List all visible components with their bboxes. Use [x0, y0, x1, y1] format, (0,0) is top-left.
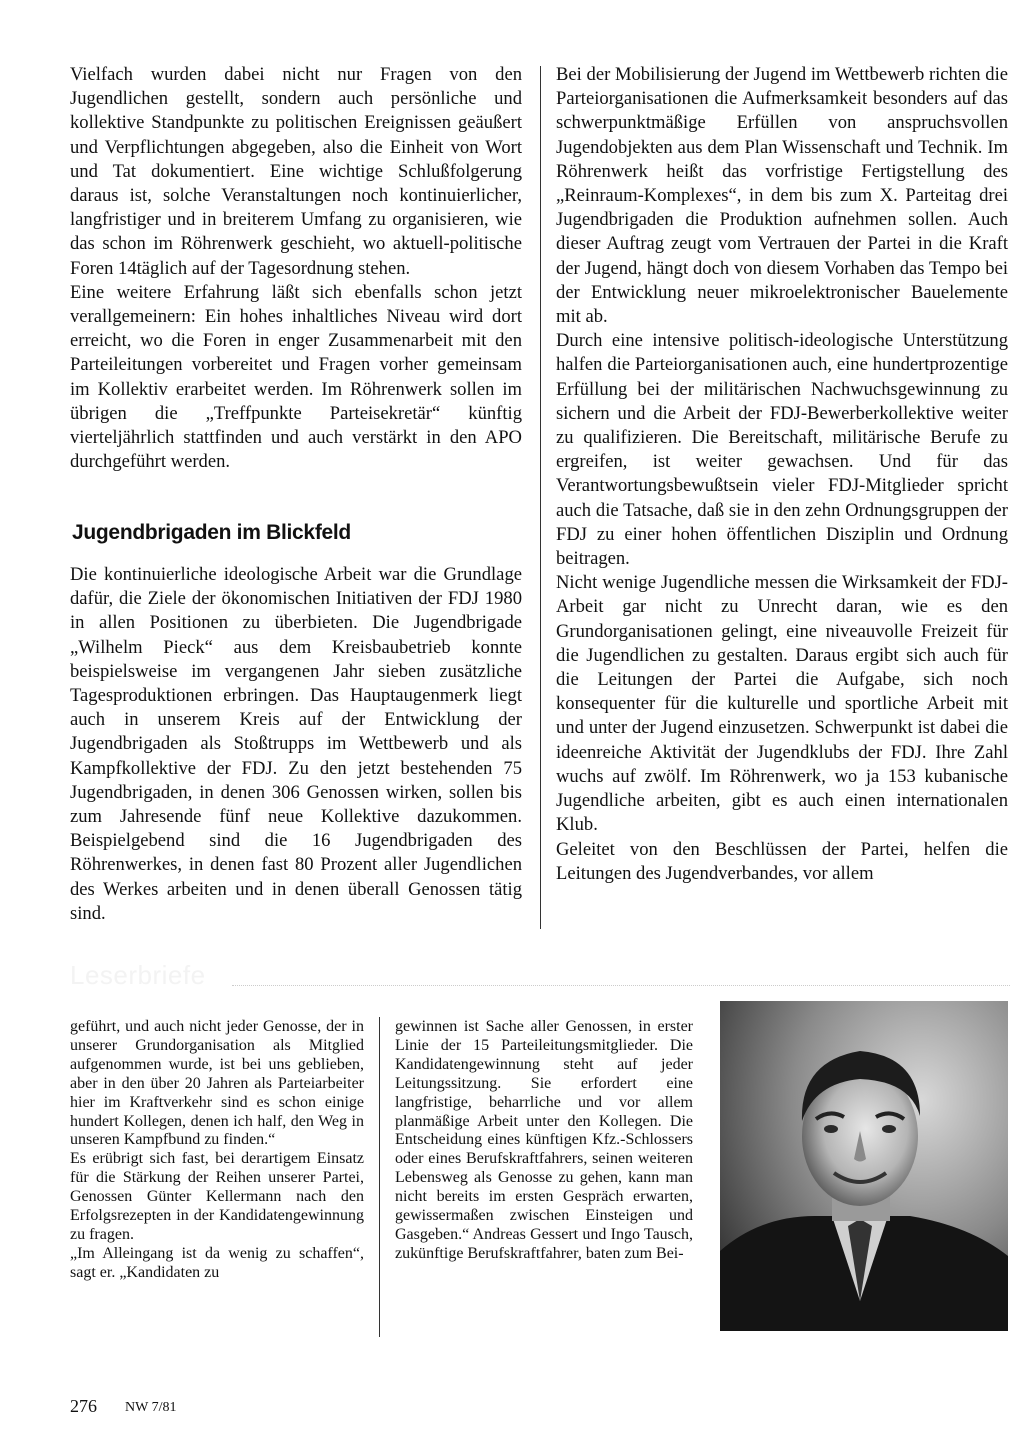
section-heading: Jugendbrigaden im Blickfeld	[72, 521, 351, 544]
section-divider-line	[232, 985, 1010, 986]
article-column-right	[556, 63, 1008, 886]
paragraph: Es erübrigt sich fast, bei derartigem Einsatz für die Stärkung der Reihen unserer Partei, Genossen Günter Kellermann nach den Erfolgsrezepten in der Kandidatengewinnung zu fragen.	[70, 1150, 364, 1243]
portrait-photo	[720, 1001, 1008, 1331]
paragraph: Geleitet von den Beschlüssen der Partei, helfen die Leitungen des Jugendverbandes, vor allem	[556, 838, 1008, 884]
column-divider	[540, 66, 541, 929]
paragraph: geführt, und auch nicht jeder Genosse, der in unserer Grundorganisation als Mitglied aufgenommen wurde, ist bei uns geblieben, aber in den über 20 Jahren als Parteiarbeiter hier im Kraftverkehr sind es schon einige hundert Kollegen, denen ich half, den Weg in unseren Kampfbund zu finden.“	[70, 1018, 364, 1149]
paragraph: „Im Alleingang ist da wenig zu schaffen“, sagt er. „Kandidaten zu	[70, 1244, 364, 1281]
paragraph: Bei der Mobilisierung der Jugend im Wettbewerb richten die Parteiorganisationen die Aufmerksamkeit besonders auf das schwerpunktmäßige Erfüllen von anspruchsvollen Jugendobjekten aus dem Plan Wissenschaft und Technik. Im Röhrenwerk heißt das vorfristige Fertigstellung des „Reinraum-Komplexes“, in dem bis zum X. Parteitag drei Jugendbrigaden die Produktion aufnehmen sollen. Auch dieser Auftrag zeugt vom Vertrauen der Partei in die Kraft der Jugend, hängt doch von diesem Vorhaben das Tempo bei der Entwicklung neuer mikroelektronischer Bauelemente mit ab.	[556, 64, 1008, 328]
paragraph: Durch eine intensive politisch-ideologische Unterstützung halfen die Parteiorganisationen auch, eine hundertprozentige Erfüllung bei der militärischen Nachwuchsgewinnung zu sichern und die Arbeit der FDJ-Bewerberkollektive weiter zu qualifizieren. Die Bereitschaft, militärische Berufe zu ergreifen, ist weiter gewachsen. Und für das Verantwortungsbewußtsein vieler FDJ-Mitglieder spricht auch die Tatsache, daß sie in den zehn Ordnungsgruppen der FDJ zu einer hohen öffentlichen Disziplin und Ordnung beitragen.	[556, 330, 1008, 570]
article-column-left-bottom	[70, 563, 522, 926]
page-number: 276	[70, 1396, 97, 1416]
paragraph: Die kontinuierliche ideologische Arbeit war die Grundlage dafür, die Ziele der ökonomischen Initiativen der FDJ 1980 in allen Positionen zu überbieten. Die Jugendbrigade „Wilhelm Pieck“ aus dem Kreisbaubetrieb konnte beispielsweise im vergangenen Jahr sieben zusätzliche Tagesproduktionen erbringen. Das Hauptaugenmerk liegt auch in unserem Kreis auf der Entwicklung der Jugendbrigaden als Stoßtrupps im Wettbewerb und als Kampfkollektive der FDJ. Zu den jetzt bestehenden 75 Jugendbrigaden, in denen 306 Genossen wirken, sollen bis zum Jahresende fünf neue Kollektive dazukommen. Beispielgebend sind die 16 Jugendbrigaden des Röhrenwerkes, in denen fast 80 Prozent aller Jugendlichen des Werkes arbeiten und in denen überall Genossen tätig sind.	[70, 564, 522, 924]
letters-section-label: Leserbriefe	[70, 960, 206, 990]
column-divider	[379, 1017, 380, 1337]
letters-column-2	[395, 1018, 693, 1264]
article-column-left-top	[70, 63, 522, 474]
portrait-illustration	[720, 1001, 1008, 1331]
paragraph: Eine weitere Erfahrung läßt sich ebenfalls schon jetzt verallgemeinern: Ein hohes inhaltliches Niveau wird dort erreicht, wo die Foren in enger Zusammenarbeit mit den Parteileitungen vorbereitet und Fragen vorher gemeinsam im Kollektiv erarbeitet werden. Im Röhrenwerk sollen im übrigen die „Treffpunkte Parteisekretär“ künftig vierteljährlich stattfinden und auch verstärkt in den APO durchgeführt werden.	[70, 281, 522, 473]
letters-column-1	[70, 1018, 364, 1283]
paragraph: gewinnen ist Sache aller Genossen, in erster Linie der 15 Parteileitungsmitglieder. Die Kandidatengewinnung steht auf jeder Leitungssitzung. Sie erfordert eine langfristige, beharrliche und vor allem planmäßige Arbeit unter den Kollegen. Die Entscheidung eines künftigen Kfz.-Schlossers oder eines Berufskraftfahrers, seinen weiteren Lebensweg als Genosse zu gehen, kann man nicht bereits im ersten Gespräch erwarten, gewissermaßen zwischen Einsteigen und Gasgeben.“ Andreas Gessert und Ingo Tausch, zukünftige Berufskraftfahrer, baten zum Bei-	[395, 1018, 693, 1262]
paragraph: Vielfach wurden dabei nicht nur Fragen von den Jugendlichen gestellt, sondern auch persönliche und kollektive Standpunkte zu politischen Ereignissen geäußert und Verpflichtungen abgegeben, also die Einheit von Wort und Tat dokumentiert. Eine wichtige Schlußfolgerung daraus ist, solche Veranstaltungen noch kontinuierlicher, langfristiger und in breiterem Umfang zu organisieren, wie das schon im Röhrenwerk geschieht, wo aktuell-politische Foren 14täglich auf der Tagesordnung stehen.	[70, 64, 522, 279]
paragraph: Nicht wenige Jugendliche messen die Wirksamkeit der FDJ-Arbeit gar nicht zu Unrecht daran, wie es den Grundorganisationen gelingt, eine niveauvolle Freizeit für die Jugendlichen zu gestalten. Daraus ergibt sich auch für die Leitungen der Partei die Aufgabe, sich noch konsequenter für die kulturelle und sportliche Arbeit mit und unter der Jugend einzusetzen. Schwerpunkt ist dabei die ideenreiche Aktivität der Jugendklubs der FDJ. Ihre Zahl wuchs auf zwölf. Im Röhrenwerk, wo ja 153 kubanische Jugendliche arbeiten, gibt es auch einen internationalen Klub.	[556, 572, 1008, 836]
issue-label: NW 7/81	[125, 1400, 177, 1415]
